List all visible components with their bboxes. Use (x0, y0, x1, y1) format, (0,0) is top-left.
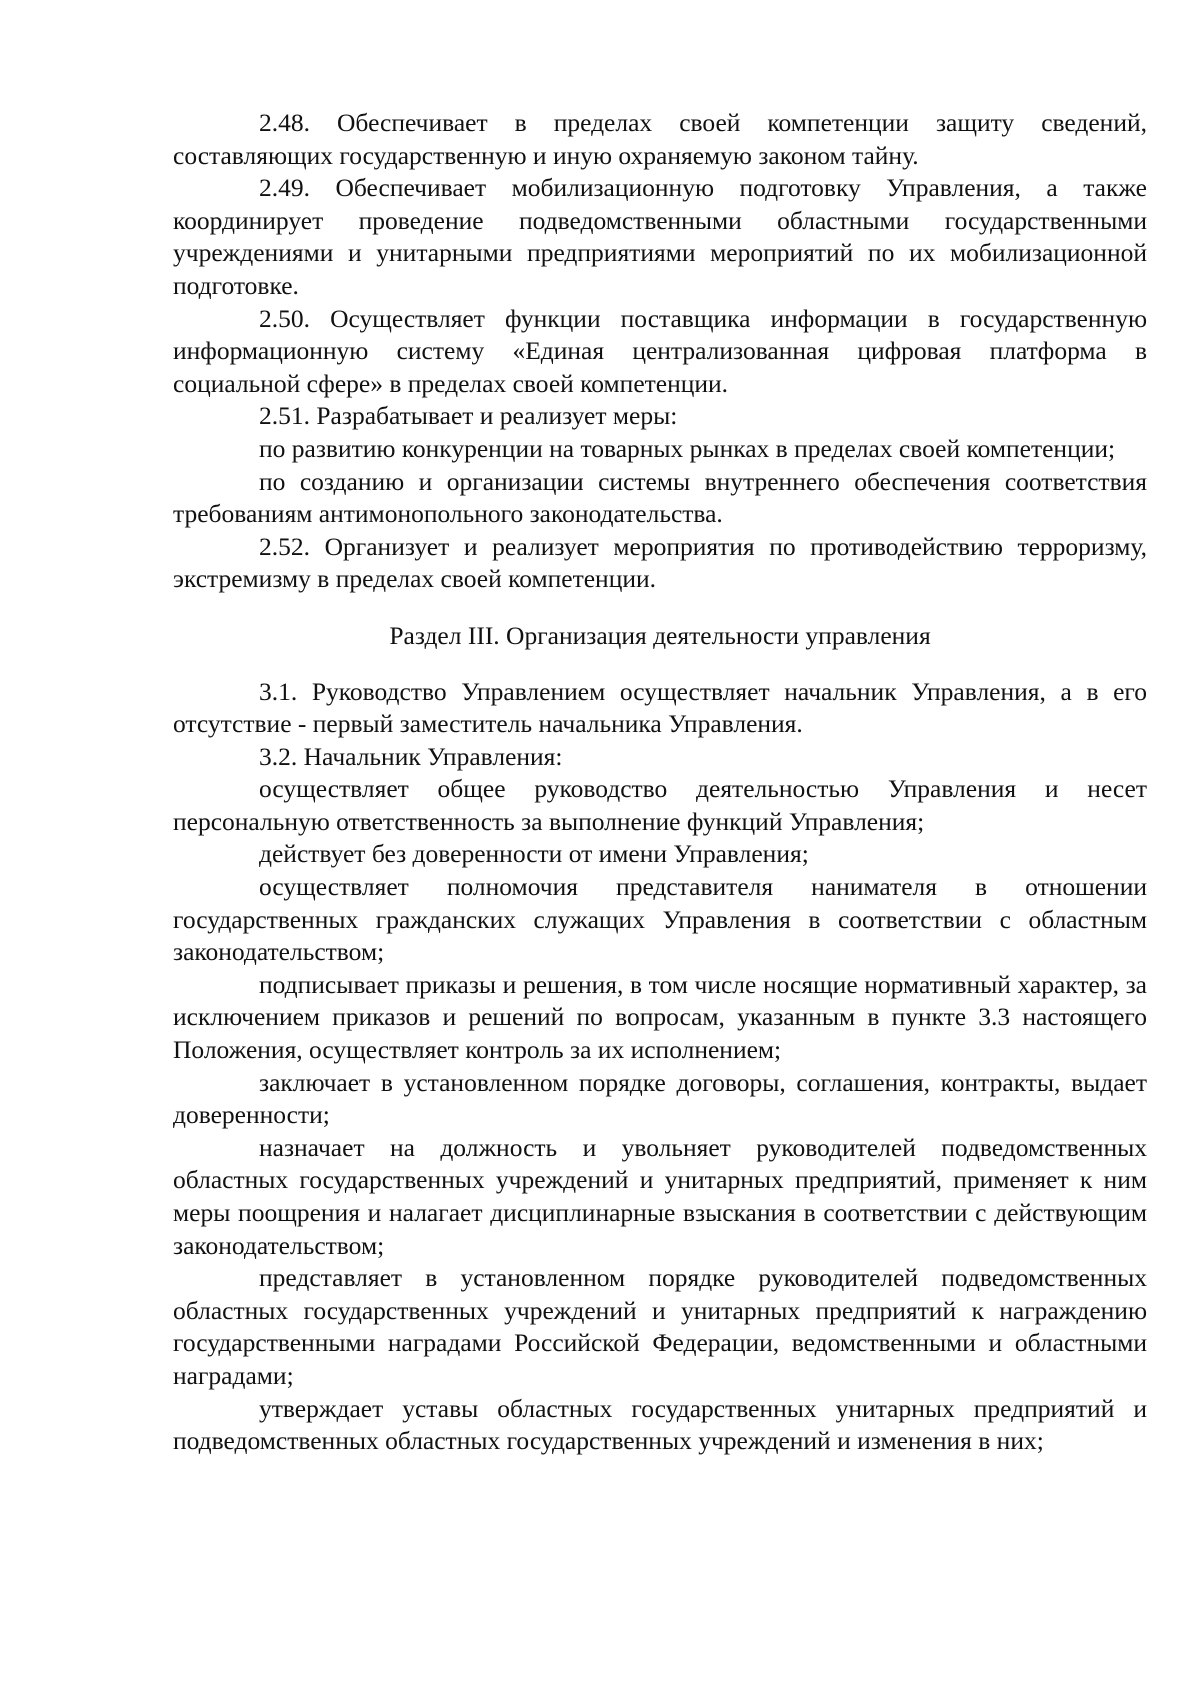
paragraph-2-51-item-2: по созданию и организации системы внутреннего обеспечения соответствия требованиям антимонопольного законодательства. (173, 466, 1147, 529)
paragraph-2-51-item-1: по развитию конкуренции на товарных рынках в пределах своей компетенции; (259, 433, 1116, 463)
paragraph-2-49: 2.49. Обеспечивает мобилизационную подготовку Управления, а также координирует проведение подведомственными областными государственными учреждениями и унитарными предприятиями мероприятий по их мобилизационной подготовке. (173, 173, 1147, 300)
paragraph-3-1: 3.1. Руководство Управлением осуществляет начальник Управления, а в его отсутствие - первый заместитель начальника Управления. (173, 676, 1147, 739)
paragraph-3-2-item-1: осуществляет общее руководство деятельностью Управления и несет персональную ответственность за выполнение функций Управления; (173, 774, 1147, 836)
paragraph-3-2-item-4: подписывает приказы и решения, в том числе носящие нормативный характер, за исключением приказов и решений по вопросам, указанным в пункте 3.3 настоящего Положения, осуществляет контроль за их исполнением; (173, 969, 1147, 1065)
paragraph-3-2-item-3: осуществляет полномочия представителя нанимателя в отношении государственных гражданских служащих Управления в соответствии с областным законодательством; (173, 872, 1147, 967)
section-3-heading: Раздел III. Организация деятельности управления (389, 620, 931, 650)
paragraph-3-2-item-7: представляет в установленном порядке руководителей подведомственных областных государственных учреждений и унитарных предприятий к награждению государственными наградами Российской Федерации, ведомственными и областными наградами; (173, 1263, 1147, 1390)
paragraph-3-2-item-2: действует без доверенности от имени Управления; (259, 839, 809, 869)
paragraph-2-50: 2.50. Осуществляет функции поставщика информации в государственную информационную систему «Единая централизованная цифровая платформа в социальной сфере» в пределах своей компетенции. (173, 303, 1147, 398)
paragraph-2-52: 2.52. Организует и реализует мероприятия по противодействию терроризму, экстремизму в пределах своей компетенции. (173, 531, 1147, 594)
paragraph-2-51: 2.51. Разрабатывает и реализует меры: (259, 401, 678, 431)
paragraph-3-2: 3.2. Начальник Управления: (259, 741, 563, 771)
paragraph-3-2-item-6: назначает на должность и увольняет руководителей подведомственных областных государственных учреждений и унитарных предприятий, применяет к ним меры поощрения и налагает дисциплинарные взыскания в соответствии с действующим законодательством; (173, 1132, 1147, 1260)
document-page (173, 107, 1147, 1458)
paragraph-3-2-item-5: заключает в установленном порядке договоры, соглашения, контракты, выдает доверенности; (173, 1067, 1147, 1130)
paragraph-3-2-item-8: утверждает уставы областных государственных унитарных предприятий и подведомственных областных государственных учреждений и изменения в них; (173, 1393, 1147, 1456)
paragraph-2-48: 2.48. Обеспечивает в пределах своей компетенции защиту сведений, составляющих государственную и иную охраняемую законом тайну. (173, 108, 1147, 170)
